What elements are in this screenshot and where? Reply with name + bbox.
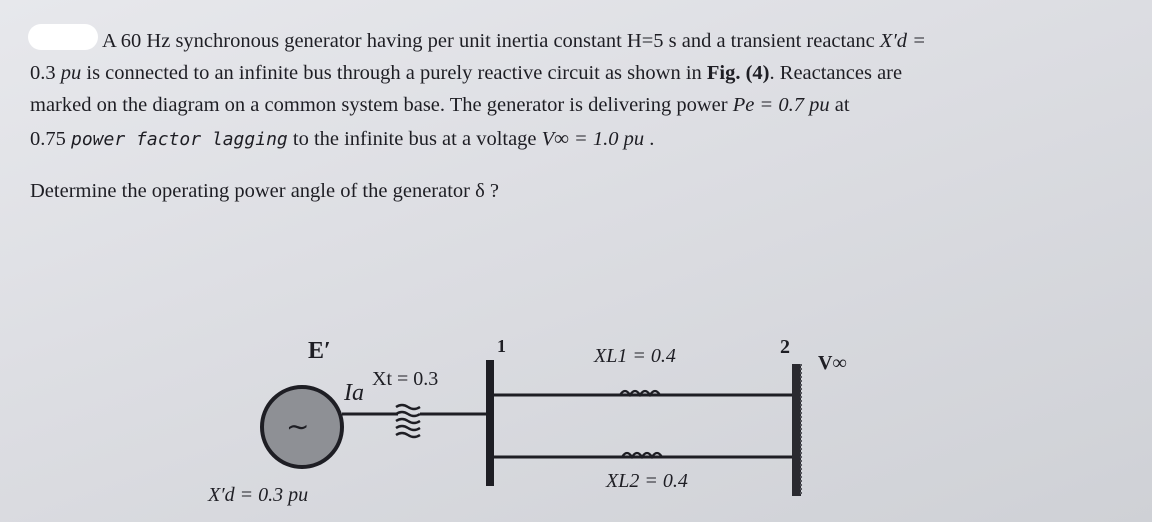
xl1-label: XL1 = 0.4 (594, 345, 676, 367)
math-xd: X′d = (879, 30, 927, 52)
vinf-label: V∞ (818, 352, 847, 374)
bus-1-label: 1 (497, 336, 506, 356)
text-segment: 0.75 (30, 128, 71, 150)
math-power-factor: power factor lagging (71, 129, 288, 150)
math-pe: Pe = 0.7 pu (732, 94, 830, 116)
bus-2-bar (792, 364, 801, 496)
xt-label: Xt = 0.3 (372, 368, 439, 390)
figure-reference: Fig. (4) (706, 62, 770, 84)
bus-1-bar (486, 360, 494, 486)
xl2-label: XL2 = 0.4 (606, 470, 688, 492)
text-segment: is connected to an infinite bus through a purely reactive circuit as shown in (81, 62, 707, 84)
text-segment: marked on the diagram on a common system base. The generator is delivering power (30, 94, 733, 116)
question-text: Determine the operating power angle of the generator δ ? (30, 180, 499, 202)
text-segment: at (829, 94, 850, 116)
text-segment: . (644, 128, 655, 150)
text-segment: 0.3 (30, 62, 61, 84)
math-pu: pu (60, 62, 82, 84)
text-segment: to the infinite bus at a voltage (287, 128, 542, 150)
generator-symbol: ∼ (286, 410, 310, 443)
bus-2-label: 2 (780, 336, 790, 358)
current-label: Ia (344, 380, 364, 406)
text-segment: . Reactances are (769, 62, 903, 84)
transformer-icon (396, 405, 420, 437)
emf-label: E′ (308, 338, 331, 364)
text-segment: A 60 Hz synchronous generator having per unit inertia constant H=5 s and a transient reactanc (102, 30, 880, 52)
math-vinf: V∞ = 1.0 pu (541, 128, 645, 150)
xd-label: X′d = 0.3 pu (208, 484, 309, 506)
